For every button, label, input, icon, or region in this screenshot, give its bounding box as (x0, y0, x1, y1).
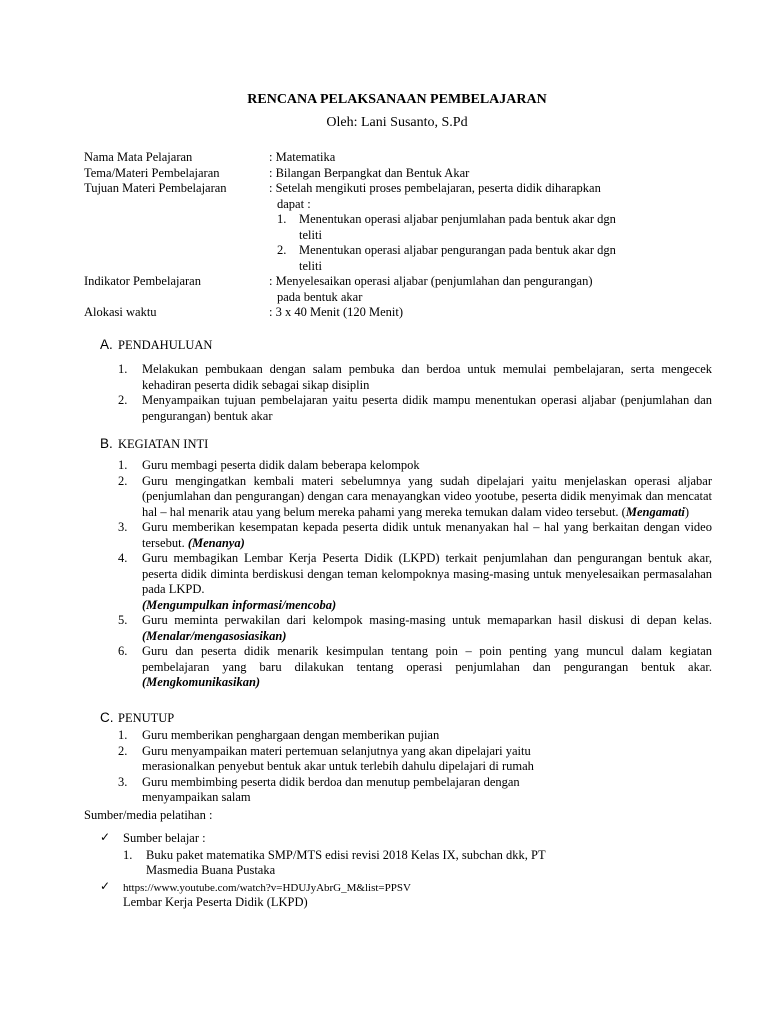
document-title: RENCANA PELAKSANAAN PEMBELAJARAN (247, 92, 547, 107)
tujuan-item-text: Menentukan operasi aljabar pengurangan pada bentuk akar dgn (299, 243, 616, 257)
list-item-text: Guru menyampaikan materi pertemuan selanjutnya yang akan dipelajari yaitu merasionalkan penyebut bentuk akar untuk terlebih dahulu dipelajari di rumah (142, 743, 534, 773)
info-row-tema (84, 166, 724, 182)
tujuan-list (269, 212, 724, 274)
info-row-alokasi (84, 305, 724, 321)
list-item-number: 1. (118, 362, 128, 376)
list-item-text: Guru memberikan kesempatan kepada peserta didik untuk menanyakan hal – hal yang berkaitan dengan video tersebut. (142, 520, 712, 550)
list-item-text: Guru dan peserta didik menarik kesimpulan tentang poin – poin penting yang muncul dalam kegiatan pembelajaran yang baru dilakukan tentang operasi penjumlahan dan pengurangan bentuk akar. (142, 644, 712, 674)
section-a-list (118, 362, 712, 424)
info-row-tujuan (84, 181, 724, 274)
list-item-text: Guru meminta perwakilan dari kelompok masing-masing untuk memaparkan hasil diskusi di depan kelas. (142, 613, 712, 627)
list-item-text: Guru memberikan penghargaan dengan memberikan pujian (142, 728, 440, 742)
tujuan-value-cont: dapat : (277, 196, 311, 211)
tujuan-value: : Setelah mengikuti proses pembelajaran, peserta didik diharapkan (269, 181, 601, 195)
info-row-indikator (84, 274, 724, 305)
list-item-text: Menyampaikan tujuan pembelajaran yaitu peserta didik mampu menentukan operasi aljabar (penjumlahan dan pengurangan) bentuk akar (142, 393, 712, 423)
activity-tag: (Menalar/mengasosiasikan) (142, 628, 287, 643)
tujuan-item-number: 2. (277, 243, 287, 257)
section-b-list (118, 458, 712, 691)
list-item (118, 520, 712, 551)
section-b-heading (100, 436, 208, 453)
alokasi-value: : 3 x 40 Menit (120 Menit) (269, 305, 404, 319)
tujuan-label: Tujuan Materi Pembelajaran (84, 181, 227, 195)
section-a-letter: A. (100, 337, 113, 352)
section-a-title: PENDAHULUAN (118, 338, 213, 352)
list-item-number: 2. (118, 743, 128, 758)
activity-tag: (Mengkomunikasikan) (142, 675, 261, 689)
list-item-number: 6. (118, 644, 128, 658)
list-item-number: 2. (118, 393, 128, 407)
indikator-value: : Menyelesaikan operasi aljabar (penjumlahan dan pengurangan) (269, 274, 593, 288)
list-item-after: ) (684, 504, 690, 519)
list-item (118, 644, 712, 691)
activity-tag: (Mengumpulkan informasi/mencoba) (142, 597, 337, 612)
list-item (118, 728, 712, 744)
mapel-value: : Matematika (269, 150, 336, 164)
list-item (118, 744, 712, 775)
info-block (84, 150, 724, 321)
list-item-text: Guru membagikan Lembar Kerja Peserta Didik (LKPD) terkait penjumlahan dan pengurangan bentuk akar, peserta didik diminta berdiskusi dengan teman kelompoknya masing-masing untuk menyelesaikan permasalahan pada LKPD. (142, 551, 712, 596)
list-item-number: 1. (118, 458, 128, 472)
section-b-letter: B. (100, 436, 113, 451)
buku-line-2: Masmedia Buana Pustaka (146, 863, 276, 877)
info-row-mapel (84, 150, 724, 166)
tujuan-item (269, 243, 724, 274)
list-item-number: 3. (118, 774, 128, 789)
list-item (118, 551, 712, 613)
list-item-number: 1. (118, 728, 128, 742)
tujuan-item-cont: teliti (299, 227, 322, 242)
lkpd-label: Lembar Kerja Peserta Didik (LKPD) (123, 895, 308, 909)
list-item-number: 5. (118, 613, 128, 627)
list-item (118, 474, 712, 521)
list-item-text: Guru membagi peserta didik dalam beberapa kelompok (142, 458, 420, 472)
checkmark-icon: ✓ (100, 830, 111, 844)
section-b-title: KEGIATAN INTI (118, 437, 209, 451)
list-item (118, 613, 712, 644)
mapel-label: Nama Mata Pelajaran (84, 150, 193, 164)
list-item-number: 4. (118, 551, 128, 565)
section-c-list (118, 728, 712, 806)
section-c-heading (100, 710, 174, 727)
sumber-label: Sumber/media pelatihan : (84, 808, 213, 822)
activity-tag: Mengamati (625, 504, 685, 519)
tujuan-item (269, 212, 724, 243)
sumber-belajar-label: Sumber belajar : (123, 831, 206, 845)
list-item-number: 3. (118, 520, 128, 534)
list-item (118, 362, 712, 393)
list-item (118, 393, 712, 424)
activity-tag: (Menanya) (187, 535, 245, 550)
indikator-label: Indikator Pembelajaran (84, 274, 201, 288)
list-item-number: 2. (118, 473, 128, 488)
tema-label: Tema/Materi Pembelajaran (84, 165, 220, 180)
buku-number: 1. (123, 848, 133, 862)
tujuan-item-text: Menentukan operasi aljabar penjumlahan pada bentuk akar dgn (299, 212, 616, 226)
list-item (118, 458, 712, 474)
section-a-heading (100, 337, 212, 354)
tujuan-item-number: 1. (277, 212, 287, 226)
list-item-text: Guru mengingatkan kembali materi sebelumnya yang sudah dipelajari yaitu menjelaskan operasi aljabar (penjumlahan dan pengurangan) dengan cara menayangkan video yootube, peserta didik menyimak dan mencatat hal – hal menarik atau yang belum mereka pahami yang mereka temukan dalam video tersebut. ( (142, 473, 712, 519)
buku-line-1: Buku paket matematika SMP/MTS edisi revisi 2018 Kelas IX, subchan dkk, PT (146, 848, 546, 862)
tujuan-item-cont: teliti (299, 258, 322, 273)
video-url-link[interactable]: https://www.youtube.com/watch?v=HDUJyAbrG_M&list=PPSV (123, 882, 411, 894)
alokasi-label: Alokasi waktu (84, 305, 157, 319)
document-author: Oleh: Lani Susanto, S.Pd (326, 115, 468, 130)
list-item-text: Melakukan pembukaan dengan salam pembuka dan berdoa untuk memulai pembelajaran, serta mengecek kehadiran peserta didik sebagai sikap disiplin (142, 362, 712, 392)
list-item (118, 775, 712, 806)
tema-value: : Bilangan Berpangkat dan Bentuk Akar (269, 165, 470, 180)
list-item-text: Guru membimbing peserta didik berdoa dan menutup pembelajaran dengan menyampaikan salam (142, 774, 520, 804)
checkmark-icon: ✓ (100, 879, 111, 893)
indikator-value-cont: pada bentuk akar (277, 289, 363, 304)
section-c-letter: C. (100, 710, 114, 725)
section-c-title: PENUTUP (118, 711, 175, 725)
